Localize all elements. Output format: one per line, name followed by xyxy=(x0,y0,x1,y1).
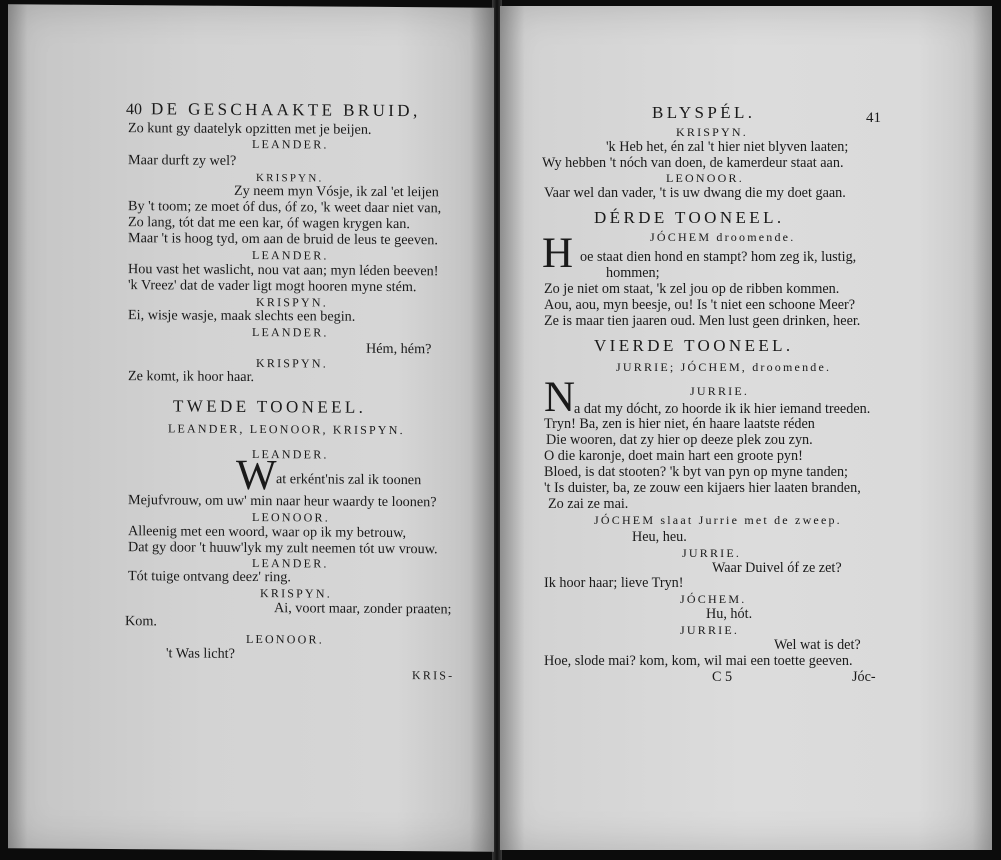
speaker-name: JURRIE. xyxy=(690,384,750,398)
scene-characters: JURRIE; JÓCHEM, droomende. xyxy=(616,360,832,374)
verse-line: Ze komt, ik hoor haar. xyxy=(128,368,255,386)
verse-line: Ze is maar tien jaaren oud. Men lust geen drinken, heer. xyxy=(544,313,861,329)
catchword: Jóc- xyxy=(852,669,876,685)
speaker-name: KRISPYN. xyxy=(256,172,324,185)
speaker-name: JÓCHEM. xyxy=(680,592,747,606)
verse-line: By 't toom; ze moet óf dus, óf zo, 'k weet daar niet van, xyxy=(128,198,442,217)
verse-line: Kom. xyxy=(125,613,157,630)
verse-line: Maar durft zy wel? xyxy=(128,152,237,169)
verse-line: oe staat dien hond en stampt? hom zeg ik, lustig, xyxy=(580,249,857,265)
scene-heading: VIERDE TOONEEL. xyxy=(594,336,794,355)
verse-line: Maar 't is hoog tyd, om aan de bruid de leus te geeven. xyxy=(128,230,438,249)
speaker-name: LEANDER. xyxy=(252,556,329,571)
verse-line: Tót tuige ontvang deez' ring. xyxy=(128,568,291,586)
page-number: 41 xyxy=(866,110,881,126)
verse-line: Zo lang, tót dat me een kar, óf wagen krygen kan. xyxy=(128,214,410,233)
verse-line: Hoe, slode mai? kom, kom, wil mai een toette geeven. xyxy=(544,653,853,669)
verse-line: Alleenig met een woord, waar op ik my betrouw, xyxy=(128,523,407,542)
speaker-name: KRISPYN. xyxy=(676,125,748,139)
verse-line: Waar Duivel óf ze zet? xyxy=(712,560,842,576)
verse-line: Hu, hót. xyxy=(706,606,753,622)
verse-line: 't Was licht? xyxy=(166,645,235,662)
verse-line: Vaar wel dan vader, 't is uw dwang die my doet gaan. xyxy=(544,185,846,201)
verse-line: Mejufvrouw, om uw' min naar heur waardy te loonen? xyxy=(128,492,437,511)
verse-line: Ik hoor haar; lieve Tryn! xyxy=(544,575,684,591)
verse-line: Zo je niet om staat, 'k zel jou op de ribben kommen. xyxy=(544,281,840,297)
speaker-name: KRISPYN. xyxy=(256,356,328,371)
scene-heading: TWEDE TOONEEL. xyxy=(173,396,367,417)
speaker-name: LEANDER. xyxy=(252,248,329,263)
verse-line: Dat gy door 't huuw'lyk my zult neemen tót uw vrouw. xyxy=(128,539,438,558)
signature-mark: C 5 xyxy=(712,669,733,685)
speaker-name: KRISPYN. xyxy=(256,295,328,310)
catchword: KRIS- xyxy=(412,668,455,683)
verse-line: 'k Heb het, én zal 't hier niet blyven laaten; xyxy=(606,139,849,155)
verse-line: Die wooren, dat zy hier op deeze plek zou zyn. xyxy=(546,432,813,448)
verse-line: Zo kunt gy daatelyk opzitten met je beijen. xyxy=(128,120,372,138)
speaker-name: LEANDER. xyxy=(252,447,329,462)
verse-line: Hou vast het waslicht, nou vat aan; myn léden beeven! xyxy=(128,261,439,280)
stage-direction-text: JÓCHEM slaat Jurrie met de zweep. xyxy=(594,513,842,527)
verse-line: Tryn! Ba, zen is hier niet, én haare laatste réden xyxy=(544,416,815,432)
verse-line: Wel wat is det? xyxy=(774,637,861,653)
verse-line: Heu, heu. xyxy=(632,529,687,545)
drop-cap: H xyxy=(542,230,574,277)
drop-cap: W xyxy=(236,451,277,500)
speaker-name: JURRIE. xyxy=(682,546,742,560)
speaker-name: JURRIE. xyxy=(680,623,740,637)
speaker-name: KRISPYN. xyxy=(260,586,332,601)
page-number: 40 xyxy=(126,101,142,119)
stage-direction xyxy=(594,512,842,529)
verse-line: hommen; xyxy=(606,265,660,281)
drop-cap: N xyxy=(544,374,576,421)
speaker-name: LEANDER. xyxy=(252,325,329,340)
verse-line: Aou, aou, myn beesje, ou! Is 't niet een schoone Meer? xyxy=(544,297,856,313)
left-page xyxy=(8,4,494,851)
verse-line: Bloed, is dat stooten? 'k byt van pyn op myne tanden; xyxy=(544,464,848,480)
speaker-name: LEANDER. xyxy=(252,137,329,152)
verse-line: a dat my dócht, zo hoorde ik ik hier iemand treeden. xyxy=(574,401,871,417)
speaker-name: LEONOOR. xyxy=(666,171,744,185)
scene-characters: LEANDER, LEONOOR, KRISPYN. xyxy=(168,421,405,438)
scene-heading: DÉRDE TOONEEL. xyxy=(594,208,785,227)
verse-line: O die karonje, doet main hart een groote pyn! xyxy=(544,448,803,464)
running-head: BLYSPÉL. xyxy=(652,103,756,122)
verse-line: Zy neem myn Vósje, ik zal 'et leijen xyxy=(234,182,439,201)
speaker-name: LEONOOR. xyxy=(252,510,330,525)
verse-line: Wy hebben 't nóch van doen, de kamerdeur staat aan. xyxy=(542,155,844,171)
verse-line: 'k Vreez' dat de vader ligt mogt hooren myne stém. xyxy=(128,277,417,296)
verse-line: Ei, wisje wasje, maak slechts een begin. xyxy=(128,307,356,325)
verse-line: Hém, hém? xyxy=(366,340,432,358)
scene-characters: JÓCHEM droomende. xyxy=(650,230,796,244)
verse-line: 't Is duister, ba, ze zouw een kijaers hier laaten branden, xyxy=(544,480,861,496)
verse-line: Zo zai ze mai. xyxy=(548,496,629,512)
running-head: DE GESCHAAKTE BRUID, xyxy=(151,99,421,121)
verse-line: Ai, voort maar, zonder praaten; xyxy=(274,600,452,618)
speaker-name: LEONOOR. xyxy=(246,631,324,647)
verse-line: at erként'nis zal ik toonen xyxy=(276,471,422,489)
right-page xyxy=(500,6,992,850)
